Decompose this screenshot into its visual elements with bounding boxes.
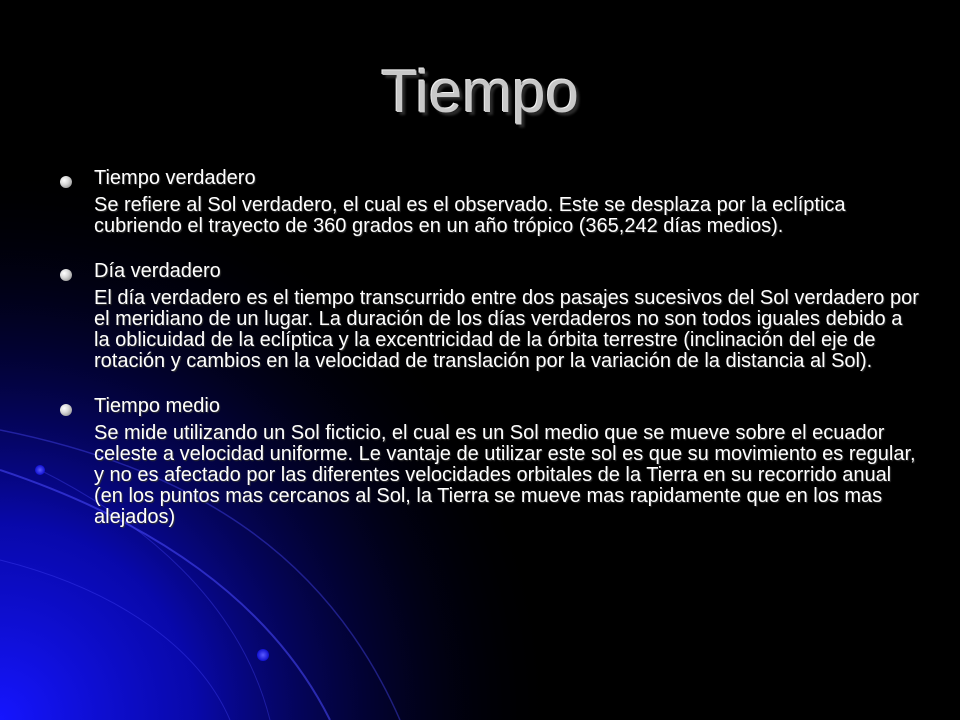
list-item	[60, 168, 920, 237]
list-item	[60, 396, 920, 528]
orbit-dot	[257, 649, 269, 661]
item-heading: Tiempo medio	[94, 395, 220, 417]
item-body: El día verdadero es el tiempo transcurrido entre dos pasajes sucesivos del Sol verdadero por el meridiano de un lugar. La duración de los días verdaderos no son todos iguales debido a la oblicuidad de la eclíptica y la excentricidad de la órbita terrestre (inclinación del eje de rotación y cambios en la velocidad de translación por la variación de la distancia al Sol).	[94, 287, 919, 372]
list-item	[60, 261, 920, 372]
orbit-dot	[35, 465, 45, 475]
item-heading: Día verdadero	[94, 260, 221, 282]
item-body: Se refiere al Sol verdadero, el cual es el observado. Este se desplaza por la eclíptica cubriendo el trayecto de 360 grados en un año trópico (365,242 días medios).	[94, 194, 846, 237]
bullet-icon	[60, 269, 72, 281]
bullet-list	[60, 168, 920, 528]
bullet-icon	[60, 404, 72, 416]
bullet-icon	[60, 176, 72, 188]
item-body: Se mide utilizando un Sol ficticio, el cual es un Sol medio que se mueve sobre el ecuador celeste a velocidad uniforme. Le vantaje de utilizar este sol es que su movimiento es regular, y no es afectado por las diferentes velocidades orbitales de la Tierra en su recorrido anual (en los puntos mas cercanos al Sol, la Tierra se mueve mas rapidamente que en los mas alejados)	[94, 422, 916, 528]
item-heading: Tiempo verdadero	[94, 167, 256, 189]
slide-title: Tiempo	[381, 58, 579, 125]
